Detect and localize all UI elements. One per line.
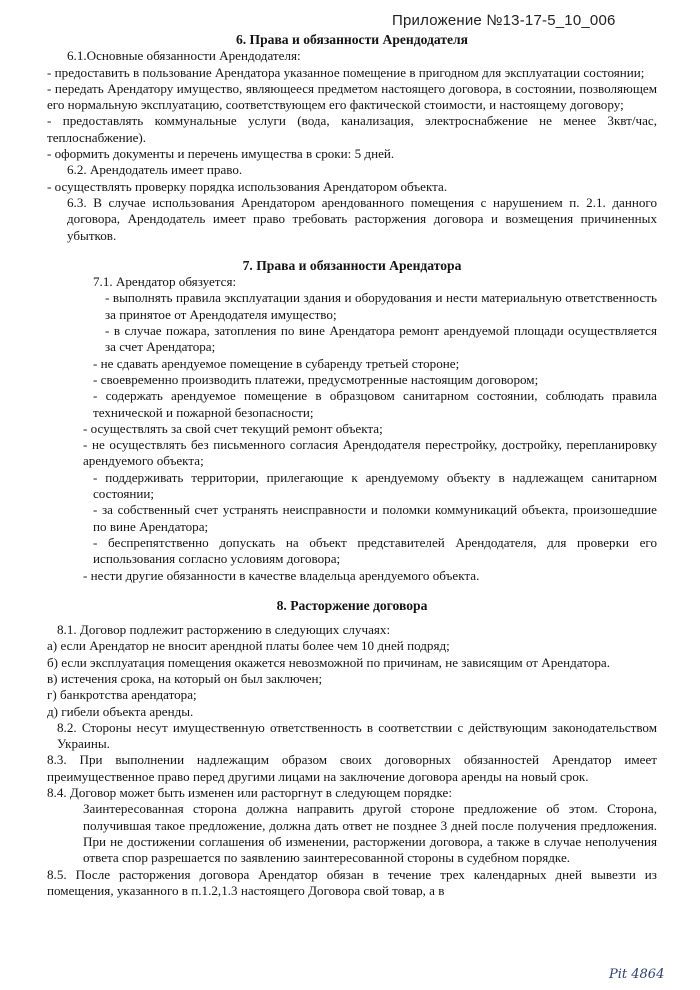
handwritten-signature: [606, 962, 688, 984]
section-7-paragraph: - за собственный счет устранять неисправности и поломки коммуникаций объекта, произошедшие по вине Арендатора;: [93, 502, 657, 534]
section-8-paragraph: 8.4. Договор может быть изменен или расторгнут в следующем порядке:: [47, 785, 452, 801]
section-7-paragraph: 7.1. Арендатор обязуется:: [93, 274, 237, 290]
section-7-paragraph: - в случае пожара, затопления по вине Арендатора ремонт арендуемой площади осуществляется за счет Арендатора;: [105, 323, 657, 355]
section-6-paragraph: - осуществлять проверку порядка использования Арендатором объекта.: [47, 178, 448, 194]
section-7-title: 7. Права и обязанности Арендатора: [242, 257, 462, 273]
section-8-paragraph: 8.5. После расторжения договора Арендатор обязан в течение трех календарных дней вывезти из помещения, указанного в п.1.2,1.3 настоящего Договора свой товар, а в: [47, 866, 657, 898]
section-6-paragraph: - предоставить в пользование Арендатора указанное помещение в пригодном для эксплуатации состоянии;: [47, 64, 645, 80]
section-8-paragraph: а) если Арендатор не вносит арендной платы более чем 10 дней подряд;: [47, 638, 450, 654]
appendix-label: Приложение №13-17-5_10_006: [392, 12, 616, 29]
section-7-paragraph: - нести другие обязанности в качестве владельца арендуемого объекта.: [83, 567, 480, 583]
signature-text: Pit 4864: [609, 967, 665, 982]
document-body: [47, 32, 657, 899]
section-6-paragraph: - предоставлять коммунальные услуги (вода, канализация, электроснабжение не менее 3квт/час, теплоснабжение).: [47, 113, 657, 145]
section-7-paragraph: - не сдавать арендуемое помещение в субаренду третьей стороне;: [93, 355, 460, 371]
section-8-paragraph: 8.3. При выполнении надлежащим образом своих договорных обязанностей Арендатор имеет преимущественное право перед другими лицами на заключение договора аренды на новый срок.: [47, 752, 657, 784]
section-6-paragraph: 6.1.Основные обязанности Арендодателя:: [67, 48, 301, 64]
section-7-paragraph: - беспрепятственно допускать на объект представителей Арендодателя, для проверки его использования согласно условиям договора;: [93, 534, 657, 567]
section-8-paragraph: д) гибели объекта аренды.: [47, 703, 194, 719]
section-6-paragraph: 6.2. Арендодатель имеет право.: [67, 162, 243, 178]
section-6-paragraph: - передать Арендатору имущество, являющееся предметом настоящего договора, в состоянии, позволяющем его нормальную эксплуатацию, соответствующем его фактической стоимости, и настоящему договору;: [47, 80, 657, 113]
section-7-paragraph: - не осуществлять без письменного согласия Арендодателя перестройку, достройку, перепланировку арендуемого объекта;: [83, 437, 657, 469]
section-7-paragraph: - поддерживать территории, прилегающие к арендуемому объекту в надлежащем санитарном состоянии;: [93, 469, 657, 502]
section-6-paragraph: - оформить документы и перечень имущества в сроки: 5 дней.: [47, 146, 395, 162]
section-8-paragraph: 8.1. Договор подлежит расторжению в следующих случаях:: [57, 622, 391, 638]
section-8-paragraph: б) если эксплуатация помещения окажется невозможной по причинам, не зависящим от Арендатора.: [47, 654, 610, 670]
section-6-paragraph: 6.3. В случае использования Арендатором арендованного помещения с нарушением п. 2.1. данного договора, Арендодатель имеет право требовать расторжения договора и возмещения причиненных убытков.: [67, 194, 657, 243]
section-8-paragraph: г) банкротства арендатора;: [47, 687, 197, 703]
section-8-paragraph: 8.2. Стороны несут имущественную ответственность в соответствии с действующим законодательством Украины.: [57, 719, 657, 752]
section-7-paragraph: - содержать арендуемое помещение в образцовом санитарном состоянии, соблюдать правила технической и пожарной безопасности;: [93, 388, 657, 420]
section-7-paragraph: - своевременно производить платежи, предусмотренные настоящим договором;: [93, 371, 539, 387]
section-8-title: 8. Расторжение договора: [276, 597, 428, 613]
section-6-title: 6. Права и обязанности Арендодателя: [235, 32, 469, 47]
section-8-paragraph: Заинтересованная сторона должна направить другой стороне предложение об этом. Сторона, получившая такое предложение, должна дать ответ не позднее 3 дней после получения предложения. При не достижении соглашения об изменении, расторжении договора, а также в случае неполучения ответа спор разрешается по заявлению заинтересованной стороны в судебном порядке.: [83, 801, 657, 866]
section-8-paragraph: в) истечения срока, на который он был заключен;: [47, 670, 323, 686]
section-7-paragraph: - выполнять правила эксплуатации здания и оборудования и нести материальную ответственность за принятое от Арендодателя имущество;: [105, 290, 657, 322]
section-7-paragraph: - осуществлять за свой счет текущий ремонт объекта;: [83, 420, 383, 436]
